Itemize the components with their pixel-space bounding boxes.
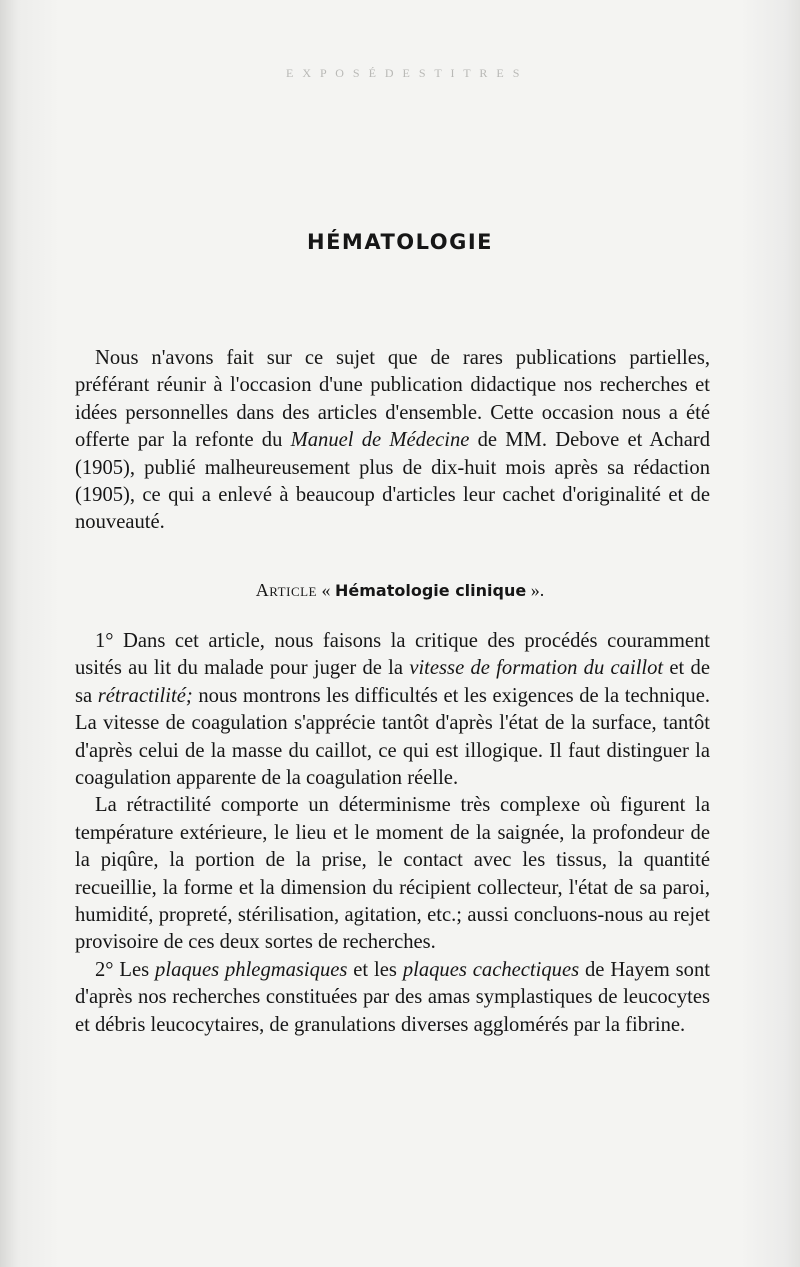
section-2-emphasis-2: plaques cachectiques bbox=[402, 958, 580, 981]
intro-text-b: de MM. Debove et Achard (1905), publié malheureusement plus de dix-huit mois après sa rédaction (1905), ce qui a enlevé à beaucoup d'articles leur cachet d'originalité et de nouveauté. bbox=[75, 429, 710, 534]
article-prefix: Article bbox=[255, 580, 317, 600]
page-title: HÉMATOLOGIE bbox=[307, 230, 493, 254]
section-1-emphasis-1: vitesse de formation du caillot bbox=[409, 657, 664, 680]
manual-title: Manuel de Médecine bbox=[290, 429, 470, 452]
section-2-text-b: et les bbox=[347, 958, 403, 981]
section-1-emphasis-2: rétractilité; bbox=[97, 684, 193, 707]
article-heading bbox=[0, 580, 800, 601]
section-1-text-c: nous montrons les difficultés et les exigences de la technique. La vitesse de coagulation s'apprécie tantôt d'après l'état de la surface, tantôt d'après celui de la masse du caillot, ce qui est illogique. Il faut distinguer la coagulation apparente de la coagulation réelle. bbox=[75, 684, 710, 790]
section-1-text-a: 1° Dans cet article, nous faisons la critique des procédés couramment usités au lit du malade pour juger de la bbox=[75, 630, 710, 680]
section-2-emphasis-1: plaques phlegmasiques bbox=[155, 958, 348, 981]
intro-section bbox=[75, 345, 710, 537]
section-2-text-a: 2° Les bbox=[95, 958, 156, 981]
section-2-paragraph bbox=[75, 957, 710, 1039]
section-1-paragraph-2: La rétractilité comporte un déterminisme très complexe où figurent la température extérieure, le lieu et le moment de la saignée, la profondeur de la piqûre, la portion de la prise, le contact avec les tissus, la quantité recueillie, la forme et la dimension du récipient collecteur, l'état de sa paroi, humidité, propreté, stérilisation, agitation, etc.; aussi concluons-nous au rejet provisoire de ces deux sortes de recherches. bbox=[75, 794, 710, 954]
article-body bbox=[75, 628, 710, 1039]
close-quote: ». bbox=[526, 580, 545, 600]
intro-paragraph bbox=[75, 345, 710, 537]
intro-text-a: Nous n'avons fait sur ce sujet que de rares publications partielles, préférant réunir à l'occasion d'une publication didactique nos recherches et idées personnelles dans des articles d'ensemble. Cette occasion nous a été offerte par la refonte du bbox=[75, 347, 710, 452]
open-quote: « bbox=[317, 580, 335, 600]
faded-running-header: E X P O S É D E S T I T R E S bbox=[286, 66, 523, 80]
section-1-text-b: et de sa bbox=[75, 657, 710, 707]
section-2-text-c: de Hayem sont d'après nos recherches constituées par des amas symplastiques de leucocytes et débris leucocytaires, de granulations diverses agglomérés par la fibrine. bbox=[75, 958, 710, 1036]
section-1-paragraph bbox=[75, 628, 710, 792]
article-title: Hématologie clinique bbox=[335, 581, 527, 600]
